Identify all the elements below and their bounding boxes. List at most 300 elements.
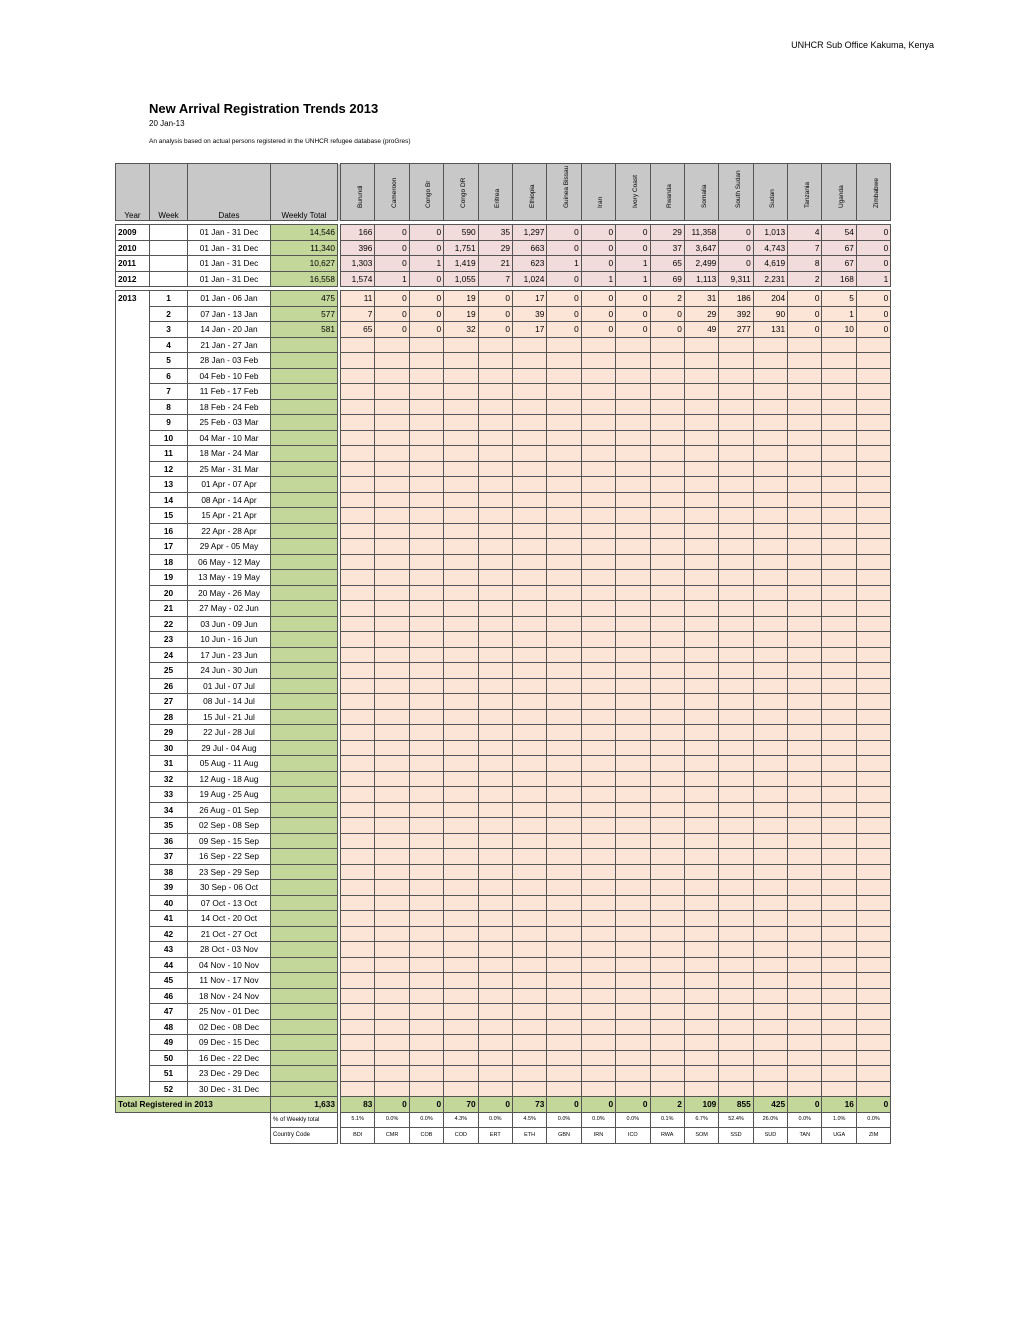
value-cell [375,1004,409,1020]
value-cell [375,818,409,834]
week-cell: 33 [150,787,188,803]
dates-cell: 01 Jul - 07 Jul [188,678,271,694]
weekly-total-cell [271,957,338,973]
registration-table [115,163,891,1144]
value-cell: 2 [788,271,822,287]
value-cell [375,988,409,1004]
value-cell: 0 [375,240,409,256]
value-cell [753,647,787,663]
weekly-total-cell [271,694,338,710]
value-cell [547,616,581,632]
value-cell [581,1004,615,1020]
value-cell [856,895,890,911]
value-cell [650,833,684,849]
value-cell [444,523,478,539]
year-cell [116,864,150,880]
value-cell [547,988,581,1004]
value-cell: 0 [616,240,650,256]
country-name: Rwanda [666,183,674,208]
value-cell: 663 [512,240,546,256]
value-cell [788,1019,822,1035]
value-cell [375,570,409,586]
value-cell [822,1004,856,1020]
dates-cell: 11 Feb - 17 Feb [188,384,271,400]
value-cell [684,554,718,570]
value-cell [581,957,615,973]
value-cell [478,477,512,493]
year-cell [116,818,150,834]
value-cell [341,973,375,989]
value-cell [409,353,443,369]
value-cell [616,880,650,896]
value-cell [788,1004,822,1020]
dates-cell: 18 Feb - 24 Feb [188,399,271,415]
value-cell: 0 [788,291,822,307]
value-cell [650,368,684,384]
year-cell [116,957,150,973]
year-cell [116,446,150,462]
value-cell [581,601,615,617]
value-cell: 590 [444,225,478,241]
value-cell [478,337,512,353]
value-cell [788,957,822,973]
value-cell [478,957,512,973]
value-cell [547,539,581,555]
value-cell [684,864,718,880]
total-value-cell: 0 [547,1097,581,1113]
value-cell [409,895,443,911]
value-cell [547,384,581,400]
value-cell [616,616,650,632]
week-row [116,880,891,896]
value-cell [650,771,684,787]
week-cell: 3 [150,322,188,338]
dates-cell: 14 Jan - 20 Jan [188,322,271,338]
value-cell [788,988,822,1004]
value-cell [547,957,581,973]
value-cell [788,694,822,710]
value-cell [650,570,684,586]
year-cell [116,523,150,539]
value-cell [375,601,409,617]
value-cell: 1,574 [341,271,375,287]
value-cell [719,802,753,818]
week-row [116,895,891,911]
country-name: Eritrea [494,188,502,208]
year-cell: 2010 [116,240,150,256]
value-cell [409,1035,443,1051]
weekly-total-cell [271,399,338,415]
value-cell [581,477,615,493]
value-cell [753,756,787,772]
dates-cell: 22 Apr - 28 Apr [188,523,271,539]
year-cell [116,926,150,942]
year-cell [116,756,150,772]
value-cell [478,415,512,431]
dates-cell: 17 Jun - 23 Jun [188,647,271,663]
total-value-cell: 0 [788,1097,822,1113]
value-cell [753,818,787,834]
weekly-total-cell [271,725,338,741]
week-row [116,632,891,648]
week-cell: 21 [150,601,188,617]
percent-cell: 0.0% [375,1112,409,1128]
value-cell [547,1050,581,1066]
value-cell [341,508,375,524]
value-cell [684,988,718,1004]
value-cell [616,430,650,446]
value-cell [341,849,375,865]
value-cell [547,725,581,741]
value-cell [478,926,512,942]
value-cell [616,1019,650,1035]
weekly-total-cell [271,1050,338,1066]
value-cell [341,399,375,415]
value-cell [478,833,512,849]
value-cell [512,539,546,555]
value-cell [375,554,409,570]
value-cell [512,616,546,632]
value-cell [341,647,375,663]
year-cell [116,461,150,477]
weekly-total-cell [271,911,338,927]
value-cell [512,988,546,1004]
value-cell [753,787,787,803]
value-cell: 32 [444,322,478,338]
value-cell [444,616,478,632]
week-cell: 27 [150,694,188,710]
value-cell: 0 [856,322,890,338]
country-name: Ivory Coast [631,174,639,208]
value-cell [684,833,718,849]
header-row [116,164,891,221]
value-cell: 65 [650,256,684,272]
value-cell [822,911,856,927]
value-cell [478,508,512,524]
country-name: Tanzania [803,181,811,208]
value-cell [753,632,787,648]
dates-cell: 27 May - 02 Jun [188,601,271,617]
value-cell: 0 [409,291,443,307]
value-cell [719,384,753,400]
value-cell: 1 [616,256,650,272]
value-cell [444,430,478,446]
week-row [116,539,891,555]
year-cell: 2009 [116,225,150,241]
year-cell: 2011 [116,256,150,272]
value-cell: 0 [581,322,615,338]
dates-cell: 21 Oct - 27 Oct [188,926,271,942]
week-row [116,957,891,973]
country-code-cell: IRN [581,1128,615,1144]
value-cell [547,802,581,818]
value-cell [684,818,718,834]
value-cell [684,337,718,353]
value-cell [788,353,822,369]
value-cell [478,678,512,694]
value-cell [753,1050,787,1066]
value-cell [753,988,787,1004]
value-cell [512,880,546,896]
weekly-total-cell: 10,627 [271,256,338,272]
value-cell [409,384,443,400]
week-cell: 24 [150,647,188,663]
value-cell [684,492,718,508]
week-row [116,678,891,694]
value-cell: 4,743 [753,240,787,256]
value-cell [478,384,512,400]
week-cell: 38 [150,864,188,880]
value-cell [375,771,409,787]
weekly-total-cell [271,647,338,663]
value-cell [616,1004,650,1020]
weekly-total-cell: 14,546 [271,225,338,241]
value-cell [341,353,375,369]
value-cell [684,1050,718,1066]
value-cell [684,880,718,896]
value-cell [616,368,650,384]
value-cell [753,926,787,942]
weekly-total-cell [271,663,338,679]
week-cell: 52 [150,1081,188,1097]
value-cell [684,430,718,446]
week-cell: 49 [150,1035,188,1051]
value-cell: 17 [512,322,546,338]
value-cell [375,523,409,539]
value-cell [547,415,581,431]
dates-cell: 04 Feb - 10 Feb [188,368,271,384]
year-cell: 2013 [116,291,150,307]
total-value-cell: 2 [650,1097,684,1113]
week-row [116,802,891,818]
value-cell [409,508,443,524]
value-cell [478,973,512,989]
total-value-cell: 0 [581,1097,615,1113]
value-cell [375,539,409,555]
percent-cell: 6.7% [684,1112,718,1128]
value-cell [856,446,890,462]
value-cell [822,942,856,958]
week-cell [150,256,188,272]
year-cell [116,570,150,586]
value-cell [547,740,581,756]
value-cell [478,709,512,725]
year-cell [116,663,150,679]
year-cell [116,430,150,446]
week-row [116,818,891,834]
value-cell [444,988,478,1004]
weekly-total-cell [271,430,338,446]
value-cell [444,880,478,896]
week-cell: 47 [150,1004,188,1020]
weekly-total-cell [271,585,338,601]
value-cell [616,709,650,725]
value-cell [341,942,375,958]
value-cell [788,756,822,772]
country-code-cell: GBN [547,1128,581,1144]
value-cell [650,756,684,772]
value-cell [753,833,787,849]
value-cell [512,477,546,493]
country-name: Sudan [769,188,777,208]
value-cell [547,399,581,415]
value-cell [822,895,856,911]
value-cell [478,601,512,617]
value-cell [856,756,890,772]
value-cell: 277 [719,322,753,338]
value-cell [856,709,890,725]
total-value-cell: 425 [753,1097,787,1113]
value-cell [616,492,650,508]
value-cell [616,1050,650,1066]
value-cell [650,1004,684,1020]
value-cell [512,1035,546,1051]
value-cell [444,492,478,508]
value-cell [719,771,753,787]
value-cell [788,709,822,725]
value-cell [788,911,822,927]
value-cell [547,477,581,493]
value-cell [616,725,650,741]
value-cell [444,461,478,477]
value-cell [822,926,856,942]
value-cell: 0 [719,256,753,272]
value-cell [375,647,409,663]
value-cell [719,616,753,632]
dates-cell: 14 Oct - 20 Oct [188,911,271,927]
value-cell [512,585,546,601]
value-cell [478,399,512,415]
week-cell: 28 [150,709,188,725]
percent-cell: 0.1% [650,1112,684,1128]
value-cell: 1 [856,271,890,287]
value-cell [753,1066,787,1082]
value-cell [341,911,375,927]
week-row [116,1035,891,1051]
value-cell [719,895,753,911]
value-cell [547,1081,581,1097]
value-cell [581,539,615,555]
value-cell [856,601,890,617]
value-cell [788,771,822,787]
value-cell [409,368,443,384]
value-cell [753,446,787,462]
weekly-total-cell [271,1004,338,1020]
dates-cell: 01 Jan - 31 Dec [188,225,271,241]
value-cell [547,678,581,694]
weekly-total-cell [271,368,338,384]
value-cell [409,570,443,586]
value-cell [478,895,512,911]
value-cell: 0 [547,240,581,256]
value-cell [581,880,615,896]
value-cell: 7 [478,271,512,287]
value-cell [616,570,650,586]
value-cell [581,818,615,834]
value-cell: 623 [512,256,546,272]
dates-cell: 03 Jun - 09 Jun [188,616,271,632]
week-cell: 15 [150,508,188,524]
value-cell [547,911,581,927]
value-cell: 1,055 [444,271,478,287]
value-cell [753,461,787,477]
value-cell [616,539,650,555]
value-cell [512,415,546,431]
value-cell: 4,619 [753,256,787,272]
value-cell [684,601,718,617]
week-cell: 29 [150,725,188,741]
week-cell: 46 [150,988,188,1004]
week-cell: 12 [150,461,188,477]
weekly-total-cell [271,926,338,942]
value-cell [719,353,753,369]
week-row [116,1081,891,1097]
value-cell [581,663,615,679]
value-cell [409,911,443,927]
value-cell [788,1035,822,1051]
value-cell [650,601,684,617]
value-cell [719,725,753,741]
value-cell [616,663,650,679]
value-cell [581,446,615,462]
value-cell [822,415,856,431]
value-cell: 37 [650,240,684,256]
week-cell: 8 [150,399,188,415]
value-cell [512,1019,546,1035]
value-cell [444,911,478,927]
value-cell [650,740,684,756]
value-cell [478,632,512,648]
value-cell [856,523,890,539]
value-cell [444,508,478,524]
value-cell [409,849,443,865]
value-cell [409,1050,443,1066]
value-cell [856,988,890,1004]
value-cell [684,508,718,524]
value-cell [650,1035,684,1051]
year-cell [116,694,150,710]
value-cell [409,539,443,555]
value-cell [788,663,822,679]
value-cell [478,647,512,663]
country-name: Congo DR [459,177,467,208]
value-cell: 0 [409,240,443,256]
weekly-total-cell [271,337,338,353]
value-cell: 0 [581,256,615,272]
year-cell [116,492,150,508]
value-cell [719,415,753,431]
value-cell [684,477,718,493]
value-cell: 29 [478,240,512,256]
value-cell [341,988,375,1004]
totals-label: Total Registered in 2013 [116,1097,271,1113]
value-cell [822,802,856,818]
value-cell [822,585,856,601]
value-cell [753,973,787,989]
value-cell [822,523,856,539]
value-cell [444,384,478,400]
value-cell [650,678,684,694]
week-row [116,291,891,307]
value-cell: 5 [822,291,856,307]
value-cell [788,337,822,353]
value-cell [581,1050,615,1066]
year-cell [116,322,150,338]
value-cell [684,694,718,710]
value-cell [856,508,890,524]
value-cell [581,508,615,524]
value-cell [788,508,822,524]
